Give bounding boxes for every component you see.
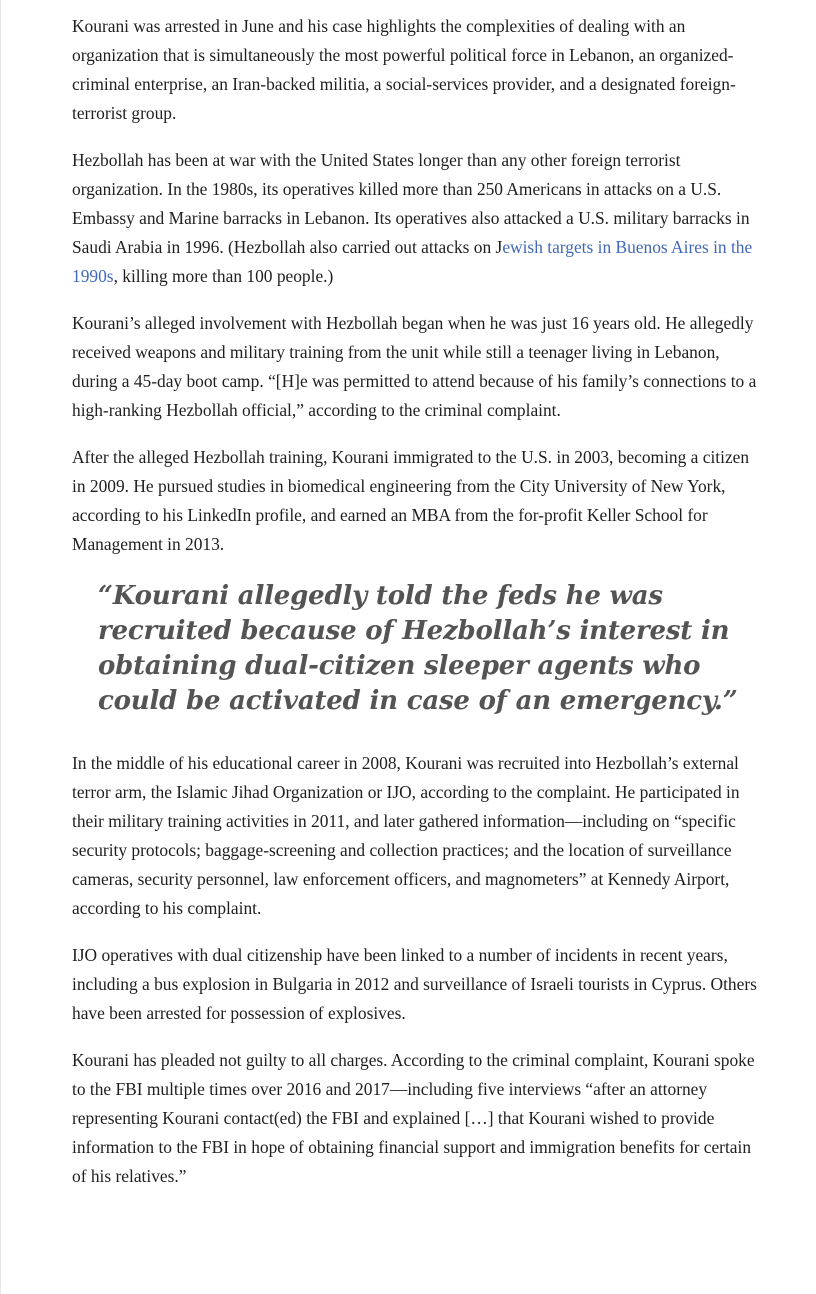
paragraph-history-text: Hezbollah has been at war with the United States longer than any other foreign terrorist organization. In the 1980s, its operatives killed more than 250 Americans in attacks on a U.S. Embassy and Marine barracks in Lebanon. Its operatives also attacked a U.S. military barracks in Saudi Arabia in 1996. (Hezbollah also carried out attacks on J bbox=[72, 150, 750, 257]
article-body bbox=[72, 12, 762, 1209]
buenos-aires-link[interactable]: ewish targets in Buenos Aires in the 1990s bbox=[72, 237, 753, 286]
paragraph-arrest: Kourani was arrested in June and his case highlights the complexities of dealing with an organization that is simultaneously the most powerful political force in Lebanon, an organized-criminal enterprise, an Iran-backed militia, a social-services provider, and a designated foreign-terrorist group. bbox=[72, 16, 736, 123]
paragraph-involvement: Kourani’s alleged involvement with Hezbollah began when he was just 16 years old. He allegedly received weapons and military training from the unit while still a teenager living in Lebanon, during a 45-day boot camp. “[H]e was permitted to attend because of his family’s connections to a high-ranking Hezbollah official,” according to the criminal complaint. bbox=[72, 313, 757, 420]
paragraph-recruitment: In the middle of his educational career in 2008, Kourani was recruited into Hezbollah’s external terror arm, the Islamic Jihad Organization or IJO, according to the complaint. He participated in their military training activities in 2011, and later gathered information—including on “specific security protocols; baggage-screening and collection practices; and the location of surveillance cameras, security personnel, law enforcement officers, and magnometers” at Kennedy Airport, according to his complaint. bbox=[72, 753, 740, 918]
paragraph-ijo: IJO operatives with dual citizenship have been linked to a number of incidents in recent years, including a bus explosion in Bulgaria in 2012 and surveillance of Israeli tourists in Cyprus. Others have been arrested for possession of explosives. bbox=[72, 945, 757, 1023]
paragraph-history bbox=[72, 146, 762, 291]
paragraph-plea: Kourani has pleaded not guilty to all charges. According to the criminal complaint, Kourani spoke to the FBI multiple times over 2016 and 2017—including five interviews “after an attorney representing Kourani contact(ed) the FBI and explained […] that Kourani wished to provide information to the FBI in hope of obtaining financial support and immigration benefits for certain of his relatives.” bbox=[72, 1050, 755, 1186]
pull-quote: “Kourani allegedly told the feds he was recruited because of Hezbollah’s interest in obtaining dual-citizen sleeper agents who could be activated in case of an emergency.” bbox=[98, 581, 738, 716]
paragraph-immigration: After the alleged Hezbollah training, Kourani immigrated to the U.S. in 2003, becoming a citizen in 2009. He pursued studies in biomedical engineering from the City University of New York, according to his LinkedIn profile, and earned an MBA from the for-profit Keller School for Management in 2013. bbox=[72, 447, 750, 554]
paragraph-history-text-end: , killing more than 100 people.) bbox=[113, 266, 334, 286]
